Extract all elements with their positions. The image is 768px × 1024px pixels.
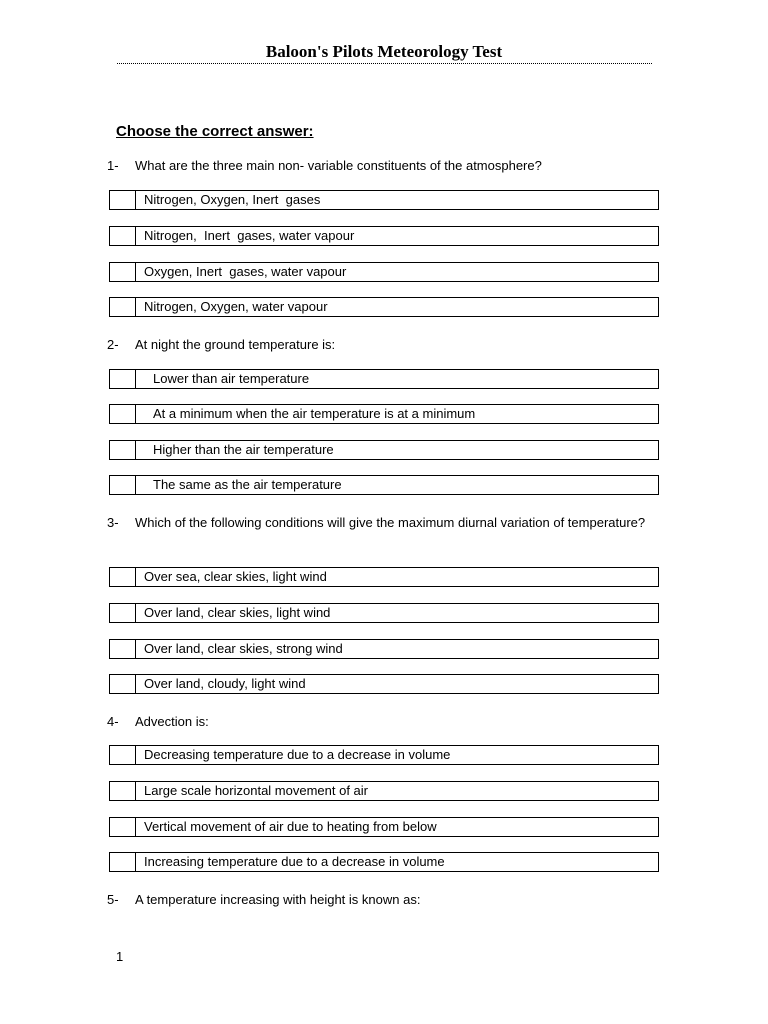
answer-text: Nitrogen, Inert gases, water vapour bbox=[144, 228, 355, 243]
question-number: 3- bbox=[107, 515, 119, 530]
question-number: 2- bbox=[107, 337, 119, 352]
answer-checkbox[interactable] bbox=[110, 604, 136, 622]
answer-checkbox[interactable] bbox=[110, 782, 136, 800]
answer-option[interactable] bbox=[109, 475, 659, 495]
answer-text: Increasing temperature due to a decrease in volume bbox=[144, 854, 445, 869]
answer-checkbox[interactable] bbox=[110, 853, 136, 871]
answer-option[interactable] bbox=[109, 190, 659, 210]
question-text: A temperature increasing with height is known as: bbox=[135, 892, 421, 907]
answer-text: Nitrogen, Oxygen, water vapour bbox=[144, 299, 328, 314]
answer-text: Vertical movement of air due to heating from below bbox=[144, 819, 437, 834]
answer-checkbox[interactable] bbox=[110, 298, 136, 316]
answer-option[interactable] bbox=[109, 745, 659, 765]
answer-checkbox[interactable] bbox=[110, 370, 136, 388]
answer-option[interactable] bbox=[109, 262, 659, 282]
title-divider bbox=[117, 63, 652, 64]
question-3 bbox=[107, 513, 647, 533]
answer-option[interactable] bbox=[109, 567, 659, 587]
instruction-heading: Choose the correct answer: bbox=[116, 123, 314, 140]
answer-option[interactable] bbox=[109, 852, 659, 872]
answer-text: Over land, clear skies, light wind bbox=[144, 605, 331, 620]
answer-text: Over land, clear skies, strong wind bbox=[144, 641, 343, 656]
question-5 bbox=[107, 890, 647, 910]
question-number: 4- bbox=[107, 714, 119, 729]
answer-option[interactable] bbox=[109, 297, 659, 317]
answer-checkbox[interactable] bbox=[110, 191, 136, 209]
answer-checkbox[interactable] bbox=[110, 263, 136, 281]
answer-option[interactable] bbox=[109, 781, 659, 801]
answer-text: Large scale horizontal movement of air bbox=[144, 783, 369, 798]
answer-option[interactable] bbox=[109, 369, 659, 389]
answer-checkbox[interactable] bbox=[110, 746, 136, 764]
answer-checkbox[interactable] bbox=[110, 568, 136, 586]
answer-option[interactable] bbox=[109, 404, 659, 424]
answer-checkbox[interactable] bbox=[110, 818, 136, 836]
answer-option[interactable] bbox=[109, 639, 659, 659]
answer-option[interactable] bbox=[109, 817, 659, 837]
answer-text: Nitrogen, Oxygen, Inert gases bbox=[144, 192, 321, 207]
answer-checkbox[interactable] bbox=[110, 227, 136, 245]
answer-checkbox[interactable] bbox=[110, 476, 136, 494]
question-number: 5- bbox=[107, 892, 119, 907]
answer-checkbox[interactable] bbox=[110, 640, 136, 658]
question-1 bbox=[107, 156, 647, 176]
question-number: 1- bbox=[107, 158, 119, 173]
question-2 bbox=[107, 335, 647, 355]
answer-checkbox[interactable] bbox=[110, 441, 136, 459]
page-title: Baloon's Pilots Meteorology Test bbox=[265, 42, 503, 61]
question-text: At night the ground temperature is: bbox=[135, 337, 336, 352]
page-number: 1 bbox=[116, 949, 124, 964]
answer-text: Over sea, clear skies, light wind bbox=[144, 569, 327, 584]
question-text: What are the three main non- variable constituents of the atmosphere? bbox=[135, 158, 542, 173]
answer-option[interactable] bbox=[109, 226, 659, 246]
answer-option[interactable] bbox=[109, 603, 659, 623]
answer-text: Lower than air temperature bbox=[153, 371, 310, 386]
answer-text: Decreasing temperature due to a decrease in volume bbox=[144, 747, 451, 762]
answer-text: Over land, cloudy, light wind bbox=[144, 676, 306, 691]
answer-checkbox[interactable] bbox=[110, 405, 136, 423]
answer-text: The same as the air temperature bbox=[153, 477, 342, 492]
question-text: Which of the following conditions will give the maximum diurnal variation of temperature? bbox=[135, 515, 646, 530]
answer-text: At a minimum when the air temperature is at a minimum bbox=[153, 406, 476, 421]
answer-text: Higher than the air temperature bbox=[153, 442, 334, 457]
answer-text: Oxygen, Inert gases, water vapour bbox=[144, 264, 347, 279]
question-text: Advection is: bbox=[135, 714, 209, 729]
question-4 bbox=[107, 712, 647, 732]
answer-option[interactable] bbox=[109, 440, 659, 460]
answer-checkbox[interactable] bbox=[110, 675, 136, 693]
answer-option[interactable] bbox=[109, 674, 659, 694]
